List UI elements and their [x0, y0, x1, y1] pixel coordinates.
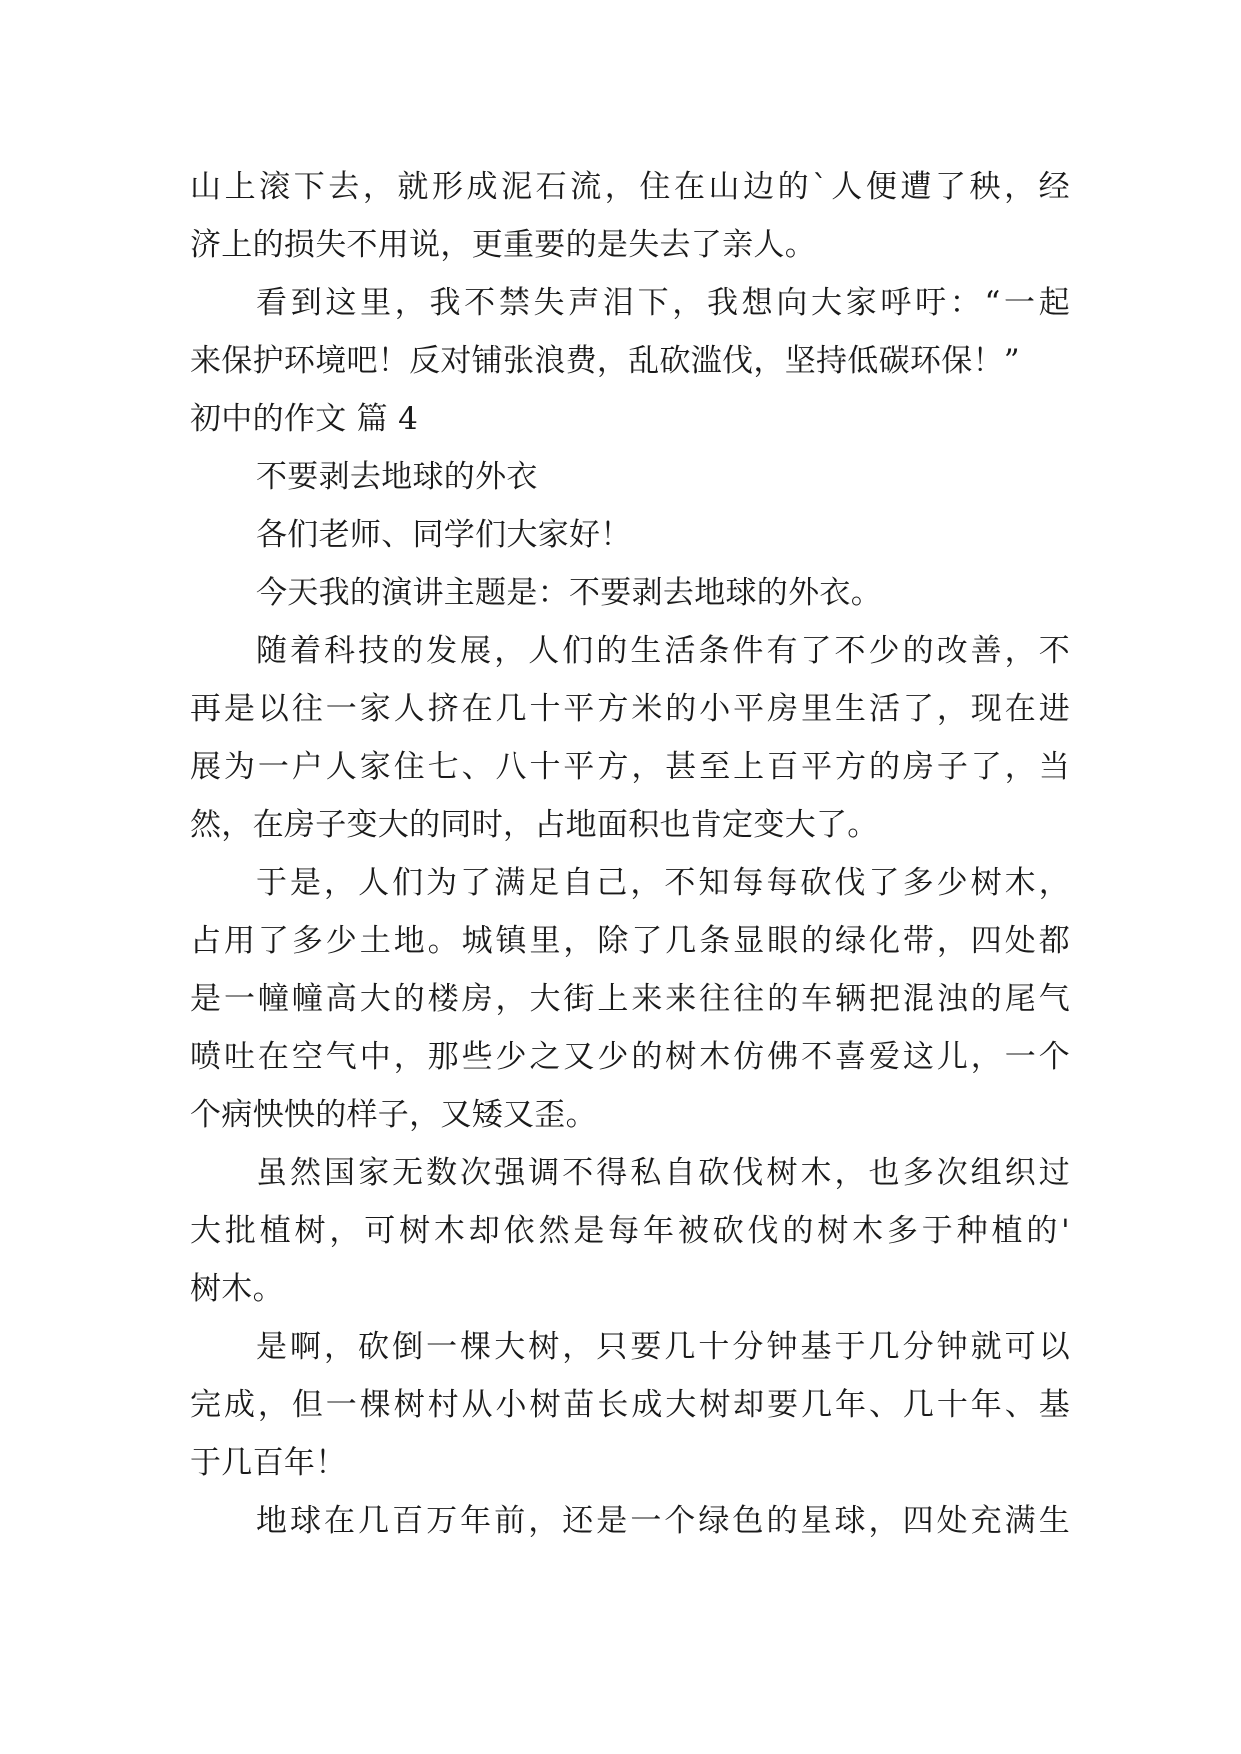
- paragraph-line: 喷吐在空气中，那些少之又少的树木仿佛不喜爱这儿，一个: [190, 1039, 1070, 1075]
- paragraph-line: 是一幢幢高大的楼房，大街上来来往往的车辆把混浊的尾气: [190, 981, 1070, 1017]
- paragraph-line: 来保护环境吧！反对铺张浪费，乱砍滥伐，坚持低碳环保！”: [190, 343, 1020, 379]
- paragraph-line: 完成，但一棵树村从小树苗长成大树却要几年、几十年、基: [190, 1387, 1070, 1423]
- paragraph-line: 是啊，砍倒一棵大树，只要几十分钟基于几分钟就可以: [256, 1329, 1070, 1365]
- essay-title: 不要剥去地球的外衣: [256, 459, 538, 495]
- paragraph-line: 于几百年！: [190, 1445, 347, 1481]
- paragraph-line: 个病怏怏的样子，又矮又歪。: [190, 1097, 597, 1133]
- paragraph-line: 再是以往一家人挤在几十平方米的小平房里生活了，现在进: [190, 691, 1070, 727]
- paragraph-line: 展为一户人家住七、八十平方，甚至上百平方的房子了，当: [190, 749, 1070, 785]
- paragraph-line: 今天我的演讲主题是：不要剥去地球的外衣。: [256, 575, 882, 611]
- section-heading: 初中的作文 篇 4: [190, 401, 419, 437]
- paragraph-line: 地球在几百万年前，还是一个绿色的星球，四处充满生: [256, 1503, 1070, 1539]
- paragraph-line: 济上的损失不用说，更重要的是失去了亲人。: [190, 227, 816, 263]
- paragraph-line: 占用了多少土地。城镇里，除了几条显眼的绿化带，四处都: [190, 923, 1070, 959]
- paragraph-line: 山上滚下去，就形成泥石流，住在山边的`人便遭了秧，经: [190, 169, 1070, 205]
- paragraph-line: 看到这里，我不禁失声泪下，我想向大家呼吁：“一起: [256, 285, 1070, 321]
- paragraph-line: 随着科技的发展，人们的生活条件有了不少的改善，不: [256, 633, 1070, 669]
- paragraph-line: 树木。: [190, 1271, 284, 1307]
- paragraph-line: 于是，人们为了满足自己，不知每每砍伐了多少树木，: [256, 865, 1070, 901]
- paragraph-line: 大批植树，可树木却依然是每年被砍伐的树木多于种植的': [190, 1213, 1070, 1249]
- greeting-line: 各们老师、同学们大家好！: [256, 517, 632, 553]
- paragraph-line: 虽然国家无数次强调不得私自砍伐树木，也多次组织过: [256, 1155, 1070, 1191]
- paragraph-line: 然，在房子变大的同时，占地面积也肯定变大了。: [190, 807, 879, 843]
